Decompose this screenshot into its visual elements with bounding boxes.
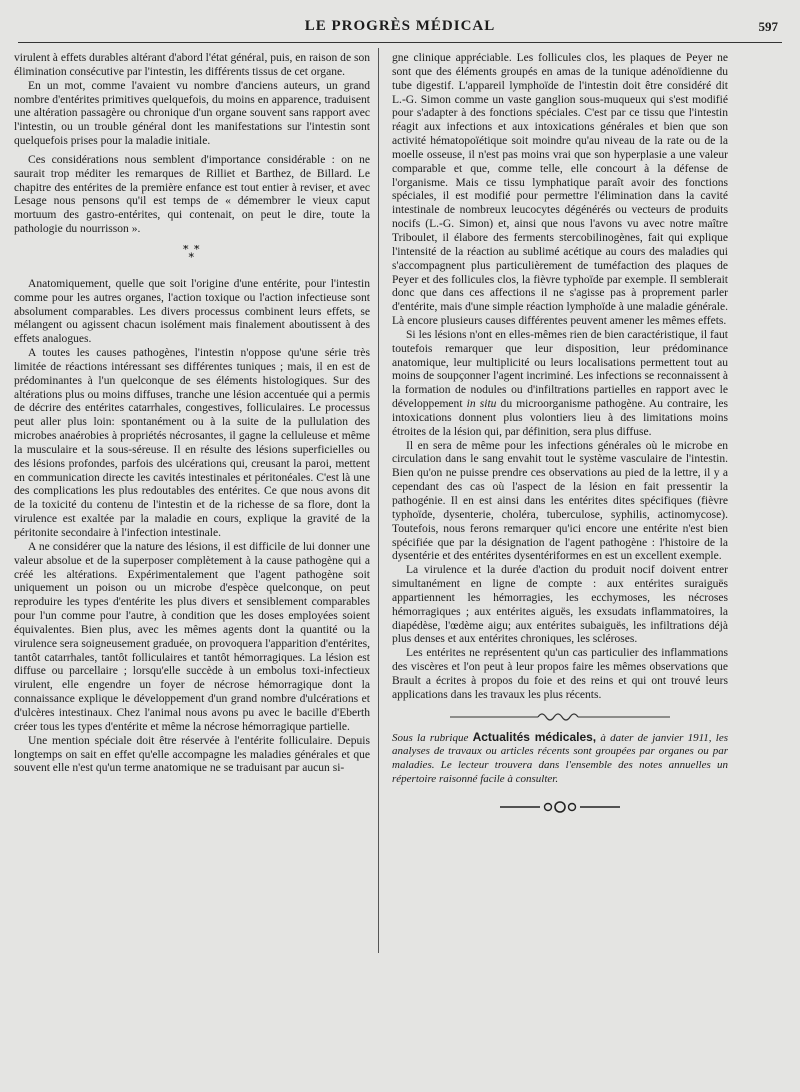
editorial-note — [392, 731, 728, 787]
paragraph-text: Si les lésions n'ont en elles-mêmes rien de bien caractéristique, il faut toutefois remarquer que leur disposition, leur prédominance anatomique, leur multiplicité ou leurs localisations permettent tout au moins de soupçonner l'agent incriminé. Les infections se reconnaissent à la formation de nodules ou d'infiltrations partielles en rapport avec le développement — [392, 328, 728, 411]
paragraph — [392, 329, 728, 440]
rubric-name: Actualités médicales, — [472, 729, 597, 744]
paragraph: gne clinique appréciable. Les follicules clos, les plaques de Peyer ne sont que des éléments groupés en amas de la tunique adénoïdienne du tube digestif. L'appareil lymphoïde de l'intestin doit être considéré dit L.-G. Simon comme un vaste ganglion sous-muqueux qui s'est modifié pour s'adapter à des fonctions spéciales. C'est par ce tissu que l'intestin réagit aux infections et aux intoxications générales et bien que son activité hématopoïétique soit moindre qu'au niveau de la rate ou de la moelle osseuse, il n'est pas moins vrai que son hyperplasie a une valeur comparable et que, comme telle, elle concourt à la défense de l'organisme. Mais ce tissu lymphatique paraît avoir des fonctions spéciales, il est modifié pour permettre l'élimination dans la cavité intestinale de nombreux leucocytes dégénérés ou vecteurs de produits nocifs (L.-G. Simon) et, ainsi que nous l'avons vu avec notre maître Triboulet, il élabore des ferments stercobilinogènes, fait qui explique l'intensité de la réaction au sublimé acétique au cours des maladies qui s'accompagnent plus particulièrement de tuméfaction des plaques de Peyer et des follicules clos, la fièvre typhoïde par exemple. Il semblerait donc que dans ces affections il ne s'agisse pas à proprement parler d'entérite, mais d'une simple réaction lymphoïde à une maladie générale. Là encore plusieurs causes différentes peuvent amener les mêmes effets. — [392, 52, 728, 328]
paragraph: Il en sera de même pour les infections générales où le microbe en circulation dans le sang envahit tout le système vasculaire de l'intestin. Bien qu'on ne puisse prendre ces observations au pied de la lettre, il y a cependant des cas où l'aspect de la lésion en fait pressentir la pathogénie. Il en est ainsi dans les entérites dites spécifiques (fièvre typhoïde, dysenterie, choléra, tuberculose, syphilis, actinomycose). Toutefois, nous ferons remarquer qu'ici encore une entérite n'est bien spécifiée que par la désignation de l'agent pathogène : l'histoire de la dysentérie et des entérites dysentériformes en est un excellent exemple. — [392, 439, 728, 563]
note-text: à dater de janvier 1911, les analyses de travaux ou articles récents sont groupées par organes ou par maladies. Le lecteur trouvera dans l'ensemble des notes annuelles un répertoire raisonné facile à consulter. — [392, 731, 728, 786]
paragraph: Les entérites ne représentent qu'un cas particulier des inflammations des viscères et l'on peut à leur propos faire les mêmes observations que Brault a écrites à propos du foie et des reins et qui ont trouvé leurs applications dans les travaux les plus récents. — [392, 647, 728, 701]
running-header — [18, 14, 782, 43]
left-column — [14, 52, 370, 1082]
latin-term: in situ — [466, 398, 497, 411]
paragraph: En un mot, comme l'avaient vu nombre d'anciens auteurs, un grand nombre d'entérites primitives quelquefois, du moins en apparence, traduisent une altération passagère ou chronique d'un organe souvent sans rapport avec l'intestin, ou un trouble général dont les manifestations sur l'intestin sont quelquefois prises pour la maladie initiale. — [14, 79, 370, 148]
asterism-icon — [177, 245, 207, 263]
svg-text:*: * — [183, 244, 192, 256]
note-prefix: Sous la rubrique — [392, 731, 469, 744]
wavy-divider-icon — [450, 709, 670, 725]
svg-text:*: * — [188, 250, 197, 263]
paragraph: Ces considérations nous semblent d'importance considérable : on ne saurait trop méditer les remarques de Rilliet et Barthez, de Billard. Le chapitre des entérites de la première enfance est tout entier à reviser, et avec Lesage nous pensons qu'il est temps de « démembrer le vieux caput mortuum des gastro-entérites, qui contenait, on peut le dire, toute la pathologie du nourrisson ». — [14, 153, 370, 236]
paragraph: La virulence et la durée d'action du produit nocif doivent entrer simultanément en ligne de compte : aux entérites suraiguës appartiennent les hémorragies, les ecchymoses, les nécroses hémorragiques ; aux entérites aiguës, les exsudats inflammatoires, la diapédèse, l'œdème aigu; aux entérites subaiguës, les infiltrations déjà plus denses et aux entérites chroniques, les scléroses. — [392, 564, 728, 646]
column-divider — [378, 48, 379, 953]
paragraph: Anatomiquement, quelle que soit l'origine d'une entérite, pour l'intestin comme pour les autres organes, l'action toxique ou l'action infectieuse sont absolument comparables. Les divers processus combinent leurs effets, se mélangent ou agissent chacun isolément mais finalement aboutissent à des effets analogues. — [14, 277, 370, 346]
page-number: 597 — [758, 19, 778, 34]
ornament-icon — [500, 799, 620, 815]
paragraph-text: du microorganisme pathogène. Au contraire, les intoxications donnent plus volontiers lieu à des limitations moins étroites de la lésion qui, par définition, sera plus diffuse. — [392, 398, 728, 438]
section-break-asterism — [14, 245, 370, 266]
paragraph: virulent à effets durables altérant d'abord l'état général, puis, en raison de son élimination consécutive par l'intestin, les différents tissus de cet organe. — [14, 52, 370, 78]
paragraph: A toutes les causes pathogènes, l'intestin n'oppose qu'une série très limitée de réactions intéressant ses différentes tuniques ; mais, il en est de prédominantes à l'un quelconque de ses éléments histologiques. Sur des altérations plus ou moins diffuses, tranche une lésion accentuée qui a permis de décrire des entérites catarrhales, congestives, folliculaires. Le processus peut aller plus loin: spontanément ou à la suite de la pullulation des microbes anaérobies à propriétés nécrosantes, il gagne la celluleuse et même la musculaire et la sous-séreuse. Il en résulte des lésions superficielles ou des lésions profondes, parfois des ulcérations qui, creusant la paroi, mettent en communication directe les cavités intestinales et péritonéales. C'est là une des complications les plus redoutables des entérites. Ce que nous avons dit de la toxicité du contenu de l'intestin et de la richesse de sa flore, dont la virulence est exaltée par la maladie en cours, explique la gravité de la péritonite secondaire à l'infection intestinale. — [14, 347, 370, 539]
paragraph: A ne considérer que la nature des lésions, il est difficile de lui donner une valeur absolue et de la superposer complètement à la cause pathogène qui a créé les altérations. Expérimentalement que l'agent pathogène soit uniquement un poison ou un microbe d'espèce quelconque, on peut reproduire les types d'entérite les plus divers et sensiblement comparables pour l'un comme pour l'autre, à condition que les doses employées soient équivalentes. Bien plus, avec les mêmes agents dont la quantité ou la virulence sera soigneusement graduée, on provoquera l'apparition d'entérites, tantôt catarrhales, tantôt folliculaires et tantôt hémorragiques. La lésion est diffuse ou parcellaire ; lorsqu'elle succède à un embolus toxi-infectieux virulent, elle engendre un foyer de nécrose hémorragique dont la connaissance explique le développement d'un grand nombre d'ulcérations et d'ulcères intestinaux. Chez l'animal nous avons pu avec le bacille d'Eberth créer tous les types d'entérite et même la nécrose hémorragique partielle. — [14, 540, 370, 733]
right-column — [392, 52, 728, 1082]
paragraph: Une mention spéciale doit être réservée à l'entérite folliculaire. Depuis longtemps on sait en effet qu'elle accompagne les maladies générales et que souvent elle n'est qu'un terme anatomique ne se traduisant par aucun si- — [14, 734, 370, 775]
journal-title: LE PROGRÈS MÉDICAL — [304, 18, 496, 34]
svg-text:*: * — [194, 244, 203, 256]
